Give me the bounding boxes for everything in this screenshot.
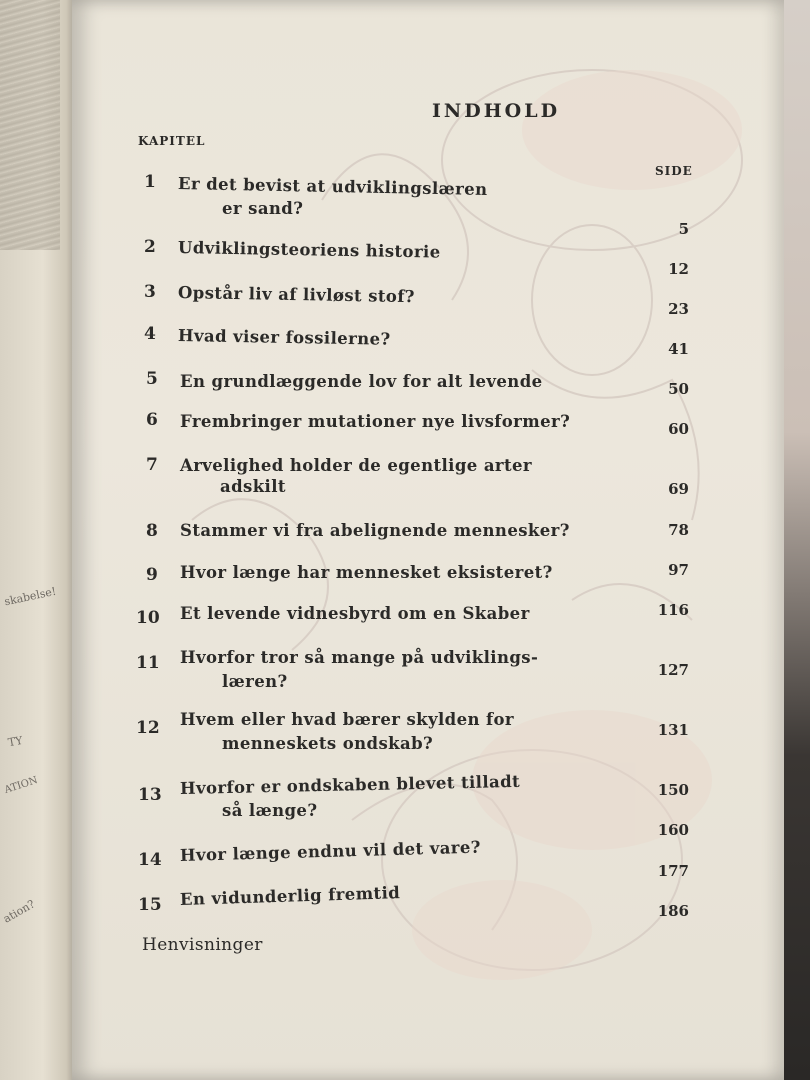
left-page-edge [0, 0, 78, 1080]
page-column-label: SIDE [655, 164, 693, 178]
chapter-title-continued: så længe? [222, 801, 318, 820]
page-number: 5 [678, 220, 689, 238]
chapter-number: 3 [144, 282, 156, 302]
chapter-title: Opstår liv af livløst stof? [177, 283, 416, 307]
page-number: 12 [668, 260, 689, 278]
chapter-number: 4 [144, 324, 156, 344]
chapter-number: 10 [136, 608, 160, 628]
chapter-title: En vidunderlig fremtid [179, 883, 401, 909]
references-entry: Henvisninger [142, 935, 263, 955]
page-number: 177 [657, 862, 689, 880]
page-number: 127 [657, 661, 689, 679]
chapter-title-continued: adskilt [220, 477, 286, 496]
chapter-number: 13 [138, 785, 162, 805]
chapter-title: En grundlæggende lov for alt levende [180, 372, 543, 391]
chapter-number: 2 [144, 237, 156, 257]
page-number: 186 [657, 902, 689, 920]
chapter-number: 12 [136, 718, 160, 738]
left-page-fragment: skabelse! [3, 584, 58, 609]
chapter-column-label: KAPITEL [138, 134, 206, 148]
chapter-title: Hvorfor er ondskaben blevet tilladt [179, 771, 521, 798]
chapter-number: 5 [146, 369, 158, 389]
page-number: 41 [668, 340, 689, 358]
chapter-title: Udviklingsteoriens historie [177, 238, 441, 262]
right-background-edge [784, 0, 810, 1080]
left-page-fragment: ATION [3, 774, 40, 797]
chapter-title: Et levende vidnesbyrd om en Skaber [180, 604, 530, 623]
chapter-number: 15 [138, 895, 162, 915]
chapter-title: Stammer vi fra abelignende mennesker? [180, 521, 570, 540]
chapter-number: 6 [146, 410, 158, 430]
page-number: 69 [668, 480, 689, 498]
contents-page [72, 0, 784, 1080]
chapter-title: Hvad viser fossilerne? [177, 326, 391, 349]
page-number: 60 [668, 420, 689, 438]
chapter-title: Hvor længe endnu vil det vare? [179, 837, 482, 865]
chapter-number: 9 [146, 565, 158, 585]
page-number: 160 [657, 821, 689, 839]
chapter-title: Hvem eller hvad bærer skylden for [180, 710, 515, 729]
page-title: INDHOLD [432, 100, 561, 122]
chapter-title-continued: læren? [222, 672, 288, 691]
chapter-title: Hvorfor tror så mange på udviklings- [180, 648, 539, 667]
page-number: 23 [668, 300, 689, 318]
page-number: 116 [657, 601, 689, 619]
chapter-number: 7 [146, 455, 158, 475]
page-number: 97 [668, 561, 689, 579]
page-number: 150 [657, 781, 689, 799]
chapter-title: Er det bevist at udviklingslæren [177, 174, 488, 199]
left-page-dense-text [0, 0, 60, 250]
chapter-title: Hvor længe har mennesket eksisteret? [180, 563, 553, 582]
chapter-number: 11 [136, 653, 160, 673]
chapter-number: 14 [138, 850, 162, 870]
chapter-title-continued: menneskets ondskab? [222, 734, 434, 753]
left-page-fragment: ation? [1, 897, 38, 926]
page-number: 131 [657, 721, 689, 739]
chapter-title-continued: er sand? [222, 199, 304, 218]
page-number: 78 [668, 521, 689, 539]
chapter-title: Frembringer mutationer nye livsformer? [180, 412, 571, 431]
chapter-number: 1 [144, 172, 156, 192]
left-page-fragment: TY [6, 733, 24, 750]
page-number: 50 [668, 380, 689, 398]
chapter-title: Arvelighed holder de egentlige arter [180, 456, 533, 475]
chapter-number: 8 [146, 521, 158, 541]
